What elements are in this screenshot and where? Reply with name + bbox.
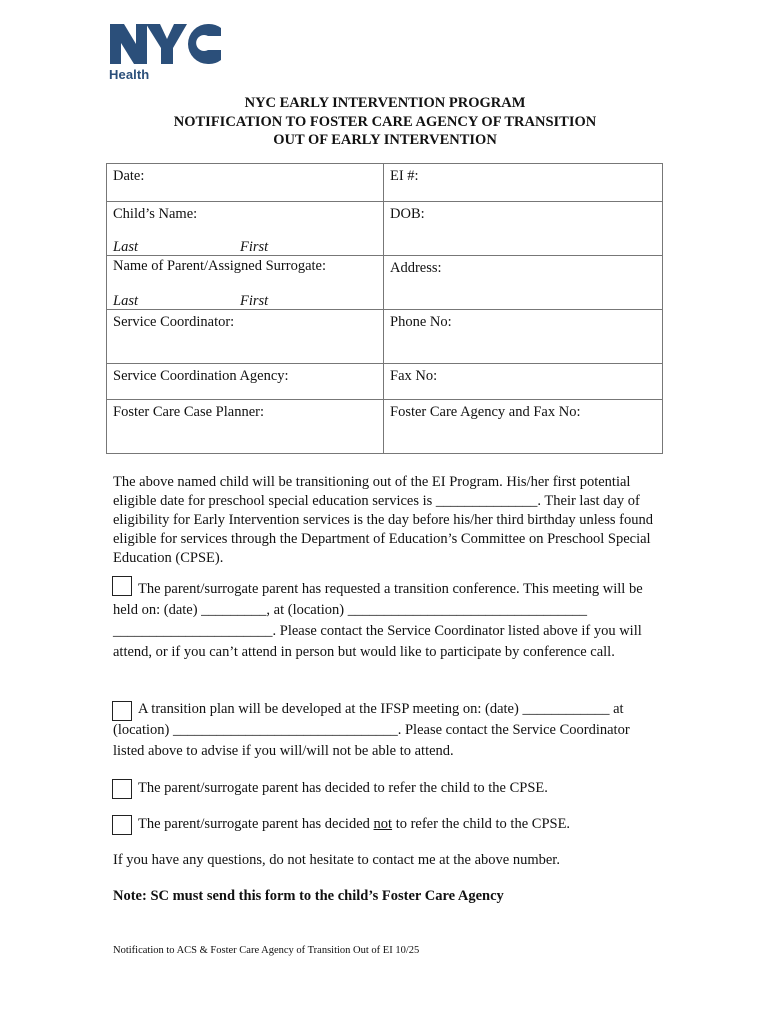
refer-cpse-option-text: The parent/surrogate parent has decided to refer the child to the CPSE. — [138, 780, 548, 796]
planner-label: Foster Care Case Planner: — [113, 404, 265, 420]
fax-field[interactable] — [384, 364, 663, 400]
footer-text: Notification to ACS & Foster Care Agency of Transition Out of EI 10/25 — [113, 945, 420, 956]
parent-label: Name of Parent/Assigned Surrogate: — [113, 258, 327, 274]
case-planner-field[interactable] — [107, 400, 384, 454]
dob-field[interactable] — [384, 202, 663, 256]
not-refer-cpse-option-text — [138, 815, 658, 834]
child-last-label: Last — [113, 239, 138, 255]
ei-number-field[interactable] — [384, 164, 663, 202]
agency-fax-label: Foster Care Agency and Fax No: — [390, 404, 581, 420]
date-field[interactable] — [107, 164, 384, 202]
ifsp-plan-option-text: A transition plan will be developed at the IFSP meeting on: (date) ____________ at (location) _______________________________. Please contact the Service Coordinator listed above to advise if you will/will not be able to attend. — [113, 701, 630, 759]
address-field[interactable] — [384, 256, 663, 310]
title-line-3: OUT OF EARLY INTERVENTION — [273, 132, 497, 148]
not-refer-post: to refer the child to the CPSE. — [392, 816, 571, 832]
phone-label: Phone No: — [390, 314, 452, 330]
refer-cpse-checkbox[interactable] — [112, 779, 132, 799]
not-emphasis: not — [373, 816, 393, 832]
child-name-label: Child’s Name: — [113, 206, 198, 222]
ei-label: EI #: — [390, 168, 419, 184]
phone-field[interactable] — [384, 310, 663, 364]
sc-agency-field[interactable] — [107, 364, 384, 400]
address-label: Address: — [390, 260, 442, 276]
dob-label: DOB: — [390, 206, 425, 222]
date-label: Date: — [113, 168, 145, 184]
transition-paragraph: The above named child will be transitioning out of the EI Program. His/her first potential eligible date for preschool special education services is ______________. Their last day of eligibility for Early Intervention services is the day before his/her third birthday unless found eligible for services through the Department of Education’s Committee on Preschool Special Education (CPSE). — [113, 474, 653, 566]
parent-name-field[interactable] — [107, 256, 384, 310]
form-body — [113, 473, 663, 568]
parent-first-label: First — [240, 293, 269, 309]
parent-last-label: Last — [113, 293, 138, 309]
title-line-2: NOTIFICATION TO FOSTER CARE AGENCY OF TRANSITION — [173, 113, 597, 130]
agency-fax-field[interactable] — [384, 400, 663, 454]
not-refer-pre: The parent/surrogate parent has decided — [138, 816, 374, 832]
sc-label: Service Coordinator: — [113, 314, 235, 330]
child-name-field[interactable] — [107, 202, 384, 256]
conference-option-text: The parent/surrogate parent has requested a transition conference. This meeting will be held on: (date) _________, at (location) _________________________________ ______________________. Please contact the Service Coordinator listed above if you will attend, or if you can’t attend in person but would like to participate by conference call. — [113, 581, 643, 660]
fax-label: Fax No: — [390, 368, 438, 384]
sca-label: Service Coordination Agency: — [113, 368, 289, 384]
title-line-1: NYC EARLY INTERVENTION PROGRAM — [244, 95, 526, 111]
not-refer-cpse-checkbox[interactable] — [112, 815, 132, 835]
questions-text: If you have any questions, do not hesitate to contact me at the above number. — [113, 852, 560, 868]
nyc-logo-icon — [108, 22, 224, 66]
child-first-label: First — [240, 239, 269, 255]
health-label: Health — [109, 67, 150, 82]
form-title — [0, 94, 770, 150]
service-coordinator-field[interactable] — [107, 310, 384, 364]
info-table — [106, 163, 663, 454]
note-text: Note: SC must send this form to the child’s Foster Care Agency — [113, 888, 504, 904]
nyc-health-logo — [108, 22, 224, 82]
